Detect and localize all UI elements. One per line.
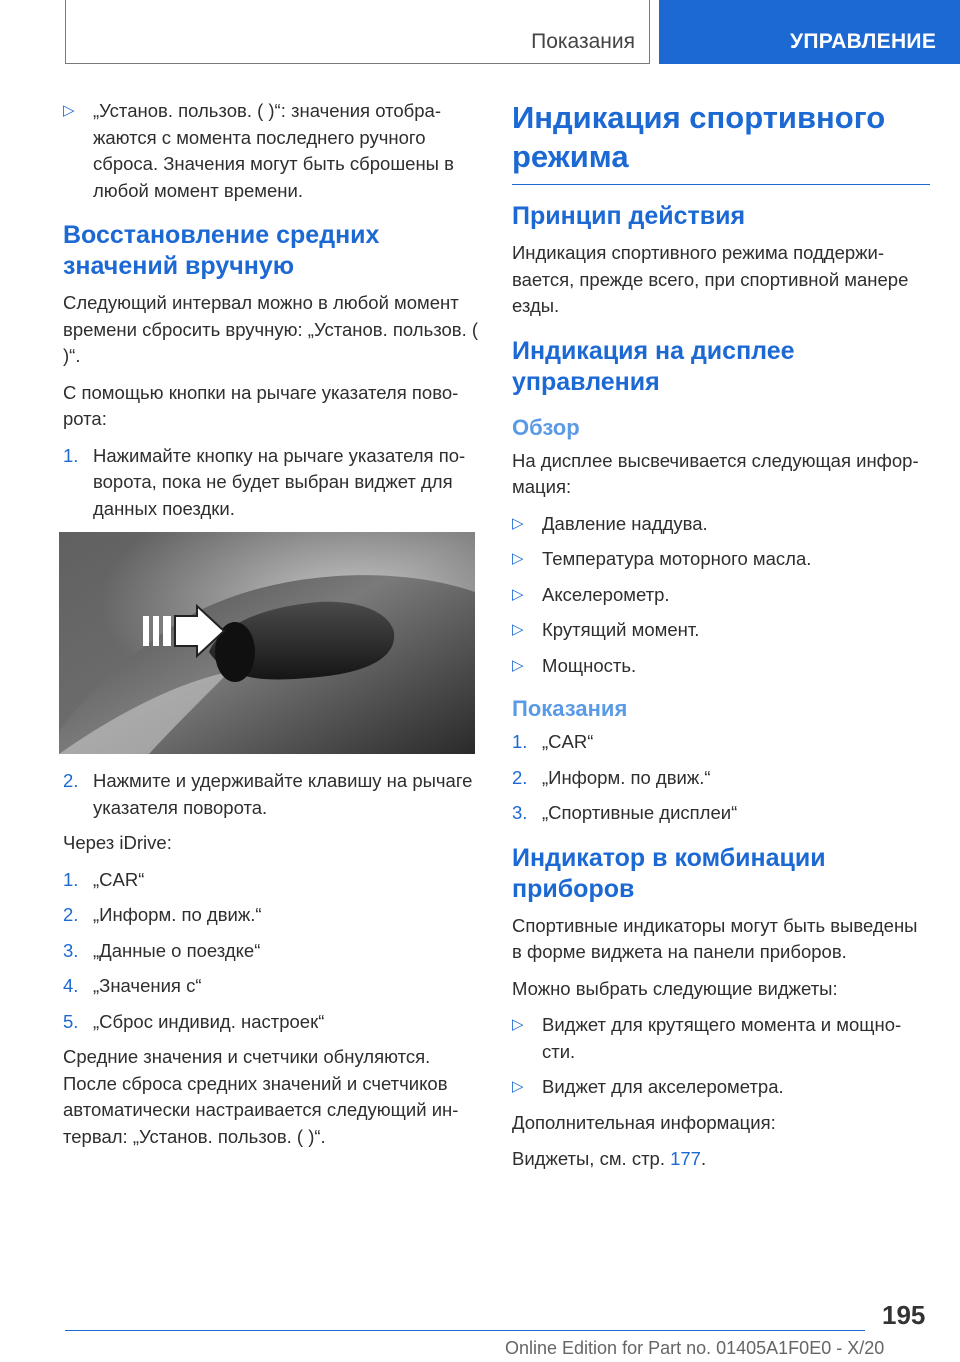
paragraph: Можно выбрать следующие виджеты: bbox=[512, 977, 838, 999]
overview-item: ▷ Температура моторного масла. bbox=[512, 546, 930, 573]
overview-item: ▷ Крутящий момент. bbox=[512, 617, 930, 644]
paragraph: С помощью кнопки на рычаге указателя пово-рота: bbox=[63, 381, 459, 429]
paragraph: Средние значения и счетчики обнуляются. После сброса средних значений и счетчиков автоматически настраивается следующий ин-тервал: „Установ. пользов. ( )“. bbox=[63, 1046, 459, 1147]
turn-signal-lever-photo bbox=[59, 532, 475, 754]
idrive-step: 1. „CAR“ bbox=[63, 868, 145, 890]
footer-divider bbox=[65, 1330, 865, 1331]
paragraph: На дисплее высвечивается следующая инфор-мация: bbox=[512, 449, 919, 497]
paragraph: Индикация спортивного режима поддержи-вается, прежде всего, при спортивной манере езды. bbox=[512, 242, 909, 316]
widget-item: ▷ Виджет для крутящего момента и мощно-сти. bbox=[512, 1014, 902, 1062]
cross-reference: Виджеты, см. стр. 177. bbox=[512, 1148, 707, 1169]
heading-reset: Восстановление средних значений вручную bbox=[63, 221, 380, 280]
overview-item: ▷ Мощность. bbox=[512, 653, 930, 680]
triangle-bullet-icon: ▷ bbox=[512, 585, 524, 603]
left-column bbox=[63, 98, 481, 1160]
triangle-bullet-icon: ▷ bbox=[512, 514, 524, 532]
heading-display: Индикация на дисплее управления bbox=[512, 336, 795, 396]
paragraph: Спортивные индикаторы могут быть выведены в форме виджета на панели приборов. bbox=[512, 914, 918, 962]
header-section-tab bbox=[65, 0, 650, 64]
title-divider bbox=[512, 184, 930, 185]
page-link[interactable]: 177 bbox=[670, 1148, 701, 1169]
paragraph: Через iDrive: bbox=[63, 832, 172, 853]
edition-footer: Online Edition for Part no. 01405A1F0E0 - X/20 bbox=[505, 1338, 885, 1358]
triangle-bullet-icon: ▷ bbox=[512, 621, 524, 638]
page-title: Индикация спортивного режима bbox=[512, 100, 886, 174]
heading-principle: Принцип действия bbox=[512, 202, 746, 230]
subheading-readings: Показания bbox=[512, 696, 628, 721]
numbered-step: 1. Нажимайте кнопку на рычаге указателя по-ворота, пока не будет выбран виджет для данных поездки. bbox=[63, 444, 466, 519]
right-column bbox=[512, 98, 930, 1183]
overview-item: ▷ Давление наддува. bbox=[512, 511, 930, 538]
page-number: 195 bbox=[882, 1300, 926, 1330]
idrive-step: 4. „Значения с“ bbox=[63, 975, 202, 996]
triangle-bullet-icon: ▷ bbox=[512, 1016, 524, 1033]
reading-step: 1. „CAR“ bbox=[512, 731, 594, 752]
header-section-label: Показания bbox=[531, 30, 635, 53]
reading-step: 2. „Информ. по движ.“ bbox=[512, 766, 711, 788]
triangle-bullet-icon: ▷ bbox=[512, 1078, 524, 1095]
numbered-step: 2. Нажмите и удерживайте клавишу на рычаге указателя поворота. bbox=[63, 770, 473, 818]
intro-bullet: ▷ „Установ. пользов. ( )“: значения отобра-жаются с момента последнего ручного сброса. Значения могут быть сброшены в любой момент времени. bbox=[63, 100, 454, 201]
widget-item: ▷ Виджет для акселерометра. bbox=[512, 1074, 930, 1101]
heading-cluster: Индикатор в комбинации приборов bbox=[512, 843, 826, 903]
idrive-step: 3. „Данные о поездке“ bbox=[63, 939, 261, 961]
idrive-step: 2. „Информ. по движ.“ bbox=[63, 904, 262, 925]
header-chapter-label: УПРАВЛЕНИЕ bbox=[790, 30, 937, 53]
subheading-overview: Обзор bbox=[512, 414, 580, 440]
triangle-bullet-icon: ▷ bbox=[512, 656, 524, 674]
lever-illustration bbox=[59, 532, 475, 754]
paragraph: Дополнительная информация: bbox=[512, 1111, 776, 1133]
reading-step: 3. „Спортивные дисплеи“ bbox=[512, 802, 738, 823]
idrive-step: 5. „Сброс индивид. настроек“ bbox=[63, 1010, 325, 1032]
header-chapter-tab bbox=[659, 0, 960, 64]
paragraph: Следующий интервал можно в любой момент времени сбросить вручную: „Установ. пользов. ( )“. bbox=[63, 292, 479, 366]
overview-item: ▷ Акселерометр. bbox=[512, 582, 930, 609]
triangle-bullet-icon: ▷ bbox=[63, 102, 75, 119]
triangle-bullet-icon: ▷ bbox=[512, 550, 524, 567]
